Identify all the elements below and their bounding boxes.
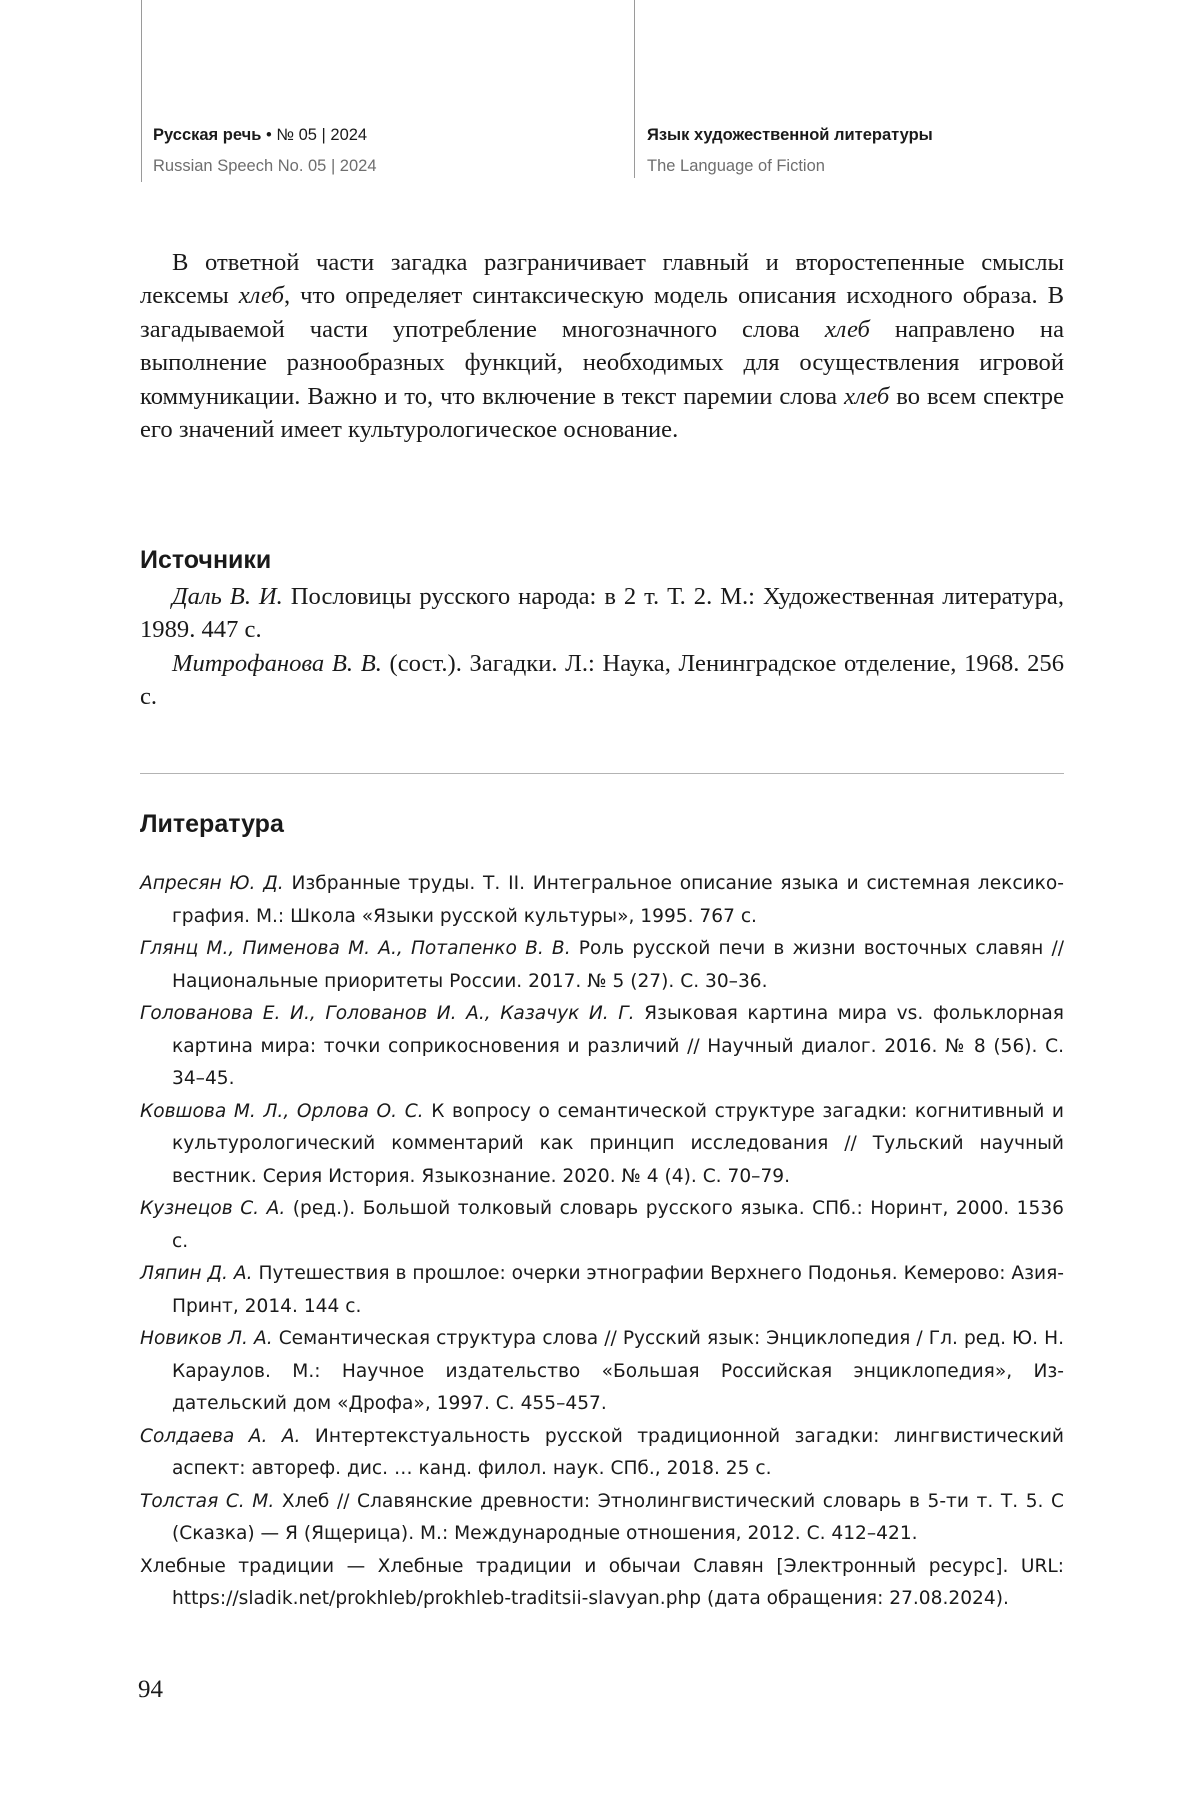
literature-heading: Литература bbox=[140, 810, 284, 838]
bullet: • bbox=[265, 126, 272, 144]
term-khleb: хлеб bbox=[238, 282, 284, 310]
header-rule-right bbox=[634, 0, 635, 178]
section-english: The Language of Fiction bbox=[647, 156, 825, 175]
sources-heading: Источники bbox=[140, 546, 272, 574]
reference-item: Толстая С. М. Хлеб // Славянские древности: Этнолингвистический словарь в 5-ти т. Т. 5. С (Сказка) — Я (Ящерица). М.: Международные отношения, 2012. С. 412–421. bbox=[140, 1490, 1064, 1544]
reference-item: Кузнецов С. А. (ред.). Большой толковый словарь русского языка. СПб.: Норинт, 2000. 1536 с. bbox=[140, 1198, 1065, 1252]
reference-author: Кузнецов С. А. bbox=[140, 1198, 286, 1219]
reference-item: Солдаева А. А. Интертекстуальность русской традиционной загадки: лингвистический аспект: автореф. дис. … канд. филол. наук. СПб., 2018. 25 с. bbox=[140, 1425, 1064, 1479]
reference-item: Ковшова М. Л., Орлова О. С. К вопросу о семантической структуре загадки: когнитивный и культурологический комментарий как принцип исследования // Тульский научный вестник. Серия История. Языкознание. 2020. № 4 (4). С. 70–79. bbox=[140, 1100, 1065, 1187]
reference-author: Глянц М., Пименова М. А., Потапенко В. В. bbox=[140, 938, 571, 959]
body-paragraph: В ответной части загадка разграничивает главный и второстепенные смыслы лексемы хлеб, что определяет синтаксическую модель описания исходного образа. В загадываемой части употребление многозначного слова хлеб направлено на выполнение разнообразных функций, необходимых для осуществления игровой коммуникации. Важно и то, что включение в текст паремии слова хлеб во всем спектре его значений имеет культурологическое основание. bbox=[140, 249, 1065, 444]
reference-item: Новиков Л. А. Семантическая структура слова // Русский язык: Энциклопедия / Гл. ред. Ю. Н. Караулов. М.: Научное издательство «Большая Российская энциклопедия», Издательский дом «Дрофа», 1997. С. 455–457. bbox=[140, 1328, 1064, 1414]
sources-list bbox=[140, 580, 1064, 714]
header-rule-left bbox=[141, 0, 142, 182]
source-author: Даль В. И. bbox=[172, 583, 283, 610]
issue-number: № 05 | 2024 bbox=[276, 126, 368, 144]
reference-author: Солдаева А. А. bbox=[140, 1425, 301, 1447]
reference-item: Глянц М., Пименова М. А., Потапенко В. В. Роль русской печи в жизни восточных славян // Национальные приоритеты России. 2017. № 5 (27). С. 30–36. bbox=[140, 938, 1064, 992]
literature-list bbox=[140, 868, 1064, 1616]
reference-author: Толстая С. М. bbox=[140, 1490, 275, 1512]
reference-author: Новиков Л. А. bbox=[140, 1328, 273, 1349]
reference-item: Апресян Ю. Д. Избранные труды. Т. II. Интегральное описание языка и системная лексикография. М.: Школа «Языки русской культуры», 1995. 767 с. bbox=[140, 873, 1064, 927]
reference-item: Хлебные традиции — Хлебные традиции и обычаи Славян [Электронный ресурс]. URL: https://sladik.net/prokhleb/prokhleb-traditsii-slavyan.php (дата обращения: 27.08.2024). bbox=[140, 1555, 1064, 1609]
reference-author: Голованова Е. И., Голованов И. А., Казачук И. Г. bbox=[140, 1003, 635, 1024]
section-title: Язык художественной литературы bbox=[647, 126, 933, 144]
running-header-right bbox=[647, 126, 933, 177]
reference-author: Ляпин Д. А. bbox=[140, 1263, 253, 1284]
term-khleb: хлеб bbox=[824, 315, 870, 343]
running-header-left bbox=[153, 126, 377, 177]
journal-line bbox=[153, 126, 377, 146]
source-item: Митрофанова В. В. (сост.). Загадки. Л.: Наука, Ленинградское отделение, 1968. 256 с. bbox=[140, 649, 1064, 711]
term-khleb: хлеб bbox=[844, 382, 890, 410]
section-divider bbox=[140, 773, 1064, 774]
reference-item: Ляпин Д. А. Путешествия в прошлое: очерки этнографии Верхнего Подонья. Кемерово: Азия-Принт, 2014. 144 с. bbox=[140, 1263, 1064, 1317]
reference-author: Апресян Ю. Д. bbox=[140, 873, 284, 894]
page-number: 94 bbox=[138, 1676, 163, 1703]
reference-author: Ковшова М. Л., Орлова О. С. bbox=[140, 1100, 424, 1122]
journal-english: Russian Speech No. 05 | 2024 bbox=[153, 156, 377, 175]
journal-title: Русская речь bbox=[153, 126, 262, 144]
reference-item: Голованова Е. И., Голованов И. А., Казачук И. Г. Языковая картина мира vs. фольклорная картина мира: точки соприкосновения и различий // Научный диалог. 2016. № 8 (56). С. 34–45. bbox=[140, 1003, 1064, 1089]
source-item: Даль В. И. Пословицы русского народа: в 2 т. Т. 2. М.: Художественная литература, 1989. 447 с. bbox=[140, 583, 1064, 644]
source-author: Митрофанова В. В. bbox=[172, 649, 382, 677]
